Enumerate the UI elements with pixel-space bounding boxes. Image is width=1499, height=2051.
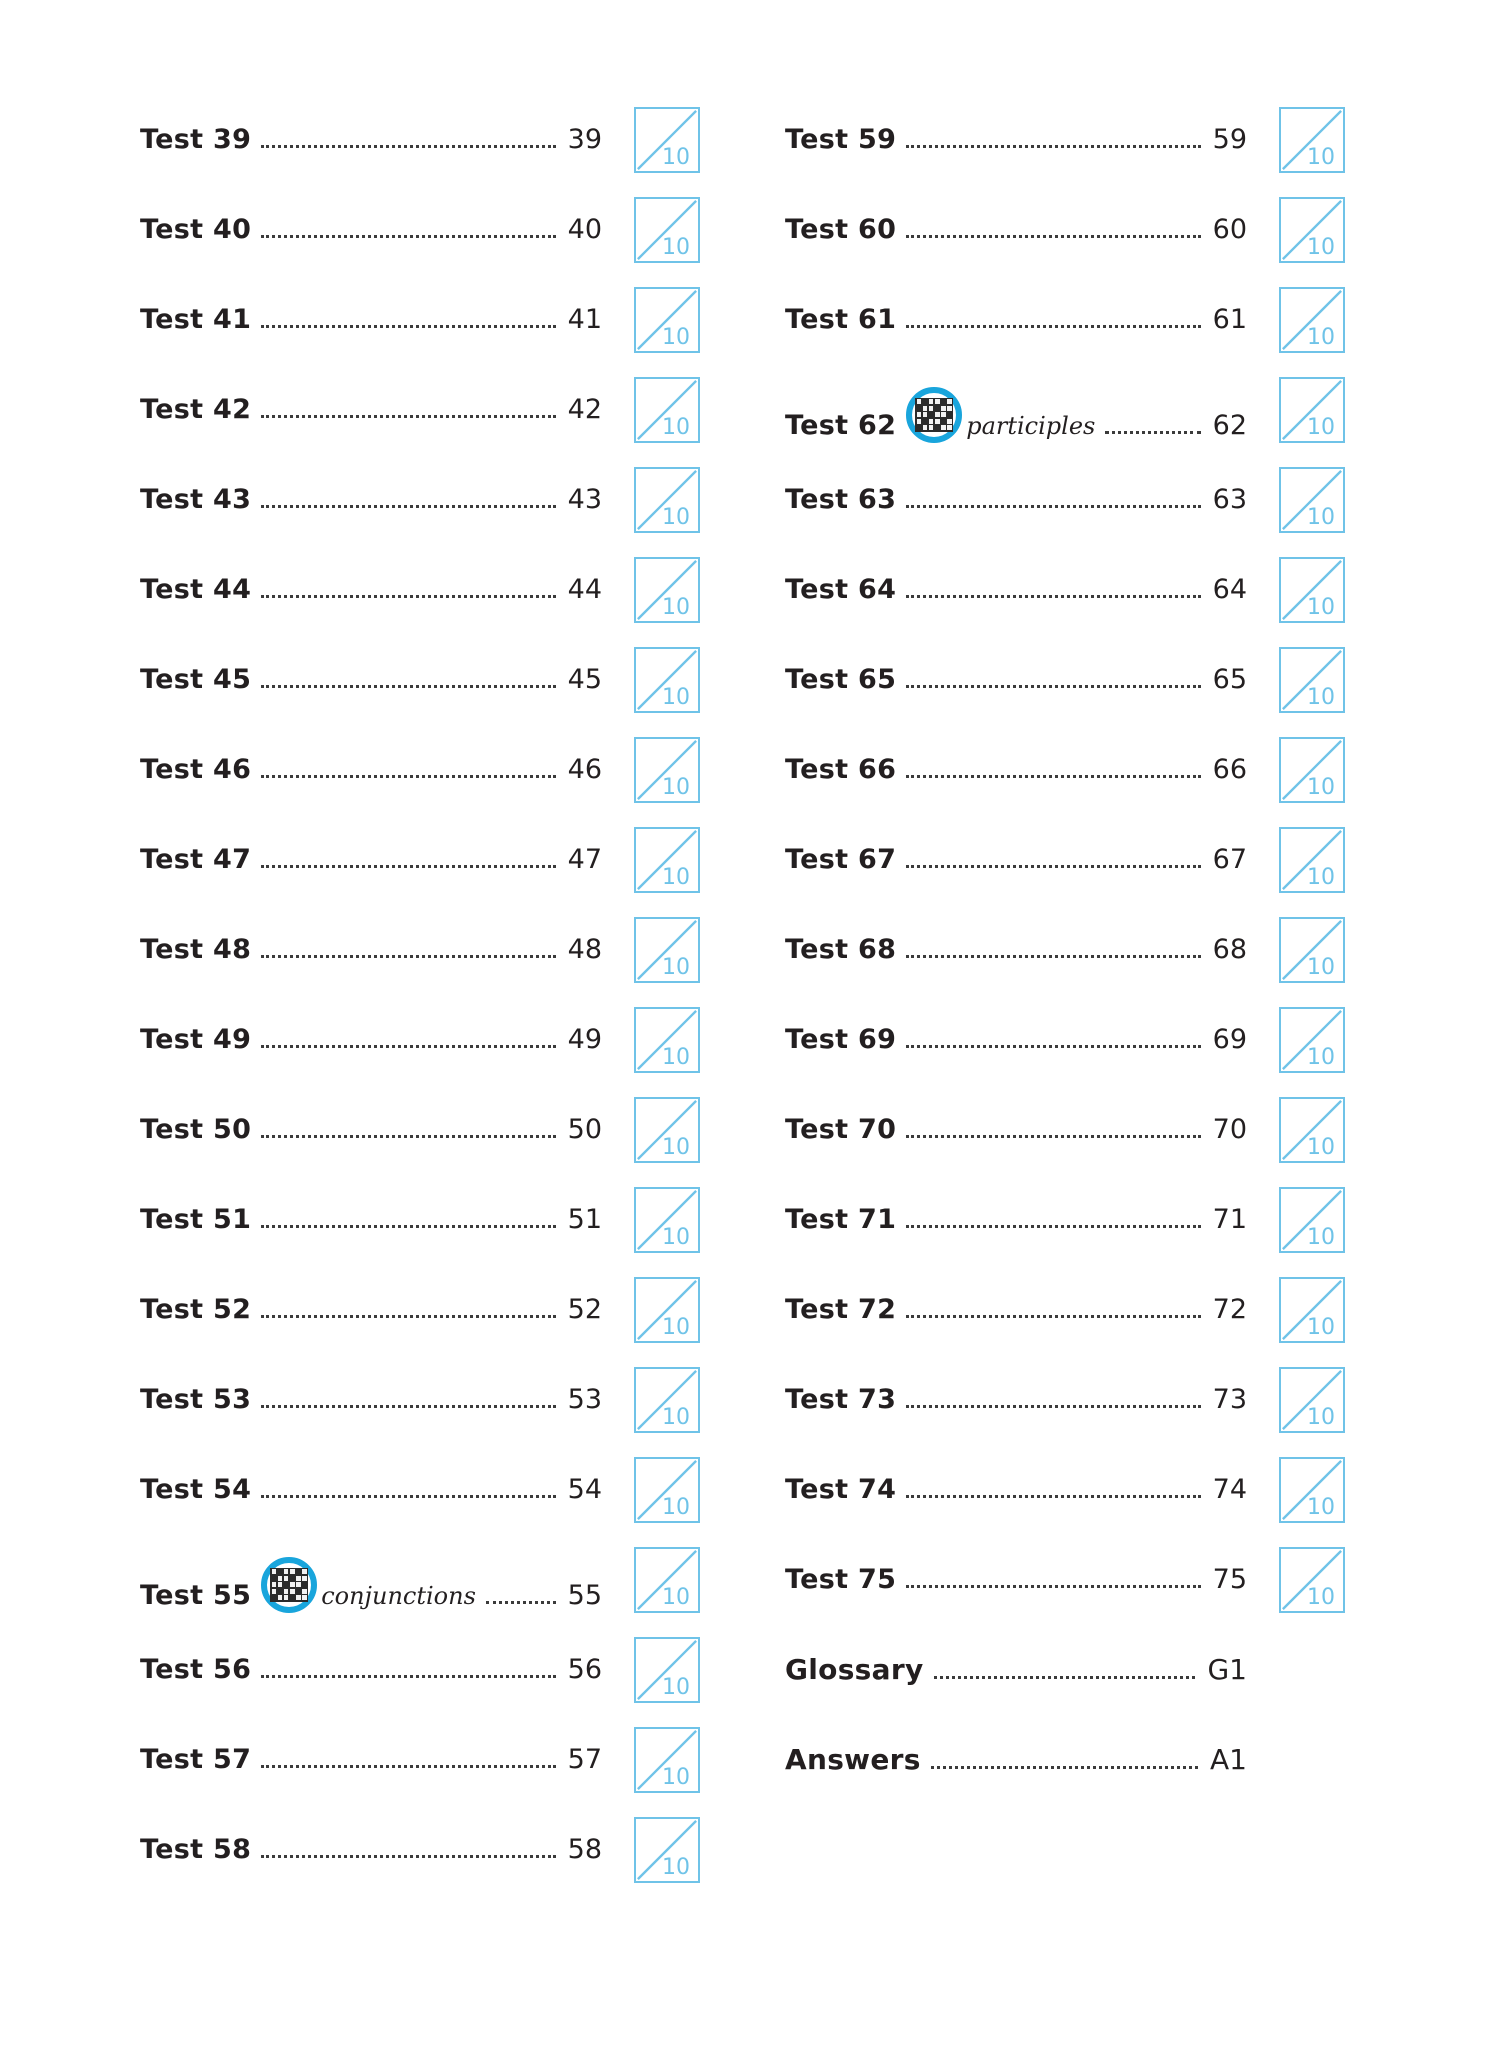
entry-body — [140, 664, 602, 697]
score-box[interactable] — [634, 1007, 700, 1073]
contents-entry[interactable] — [140, 1535, 700, 1625]
entry-label: Test 60 — [785, 213, 897, 245]
entry-body — [140, 754, 602, 787]
score-denominator: 10 — [662, 415, 690, 440]
score-denominator: 10 — [1307, 865, 1335, 890]
entry-page-number: 45 — [567, 663, 602, 695]
entry-label: Test 58 — [140, 1833, 252, 1865]
score-box[interactable] — [1279, 1187, 1345, 1253]
entry-label: Glossary — [785, 1652, 924, 1686]
score-denominator: 10 — [662, 595, 690, 620]
contents-columns — [140, 95, 1379, 1895]
entry-label: Test 70 — [785, 1113, 897, 1145]
entry-body — [140, 1654, 602, 1687]
leader-dots — [261, 1044, 555, 1048]
entry-body — [785, 1114, 1247, 1147]
contents-entry[interactable] — [785, 95, 1345, 185]
leader-dots — [261, 1224, 555, 1228]
entry-label: Test 49 — [140, 1023, 252, 1055]
entry-body — [140, 304, 602, 337]
entry-label: Test 59 — [785, 123, 897, 155]
leader-dots — [906, 504, 1200, 508]
leader-dots — [261, 414, 555, 418]
score-denominator: 10 — [662, 145, 690, 170]
score-denominator: 10 — [1307, 1315, 1335, 1340]
entry-body — [140, 1384, 602, 1417]
leader-dots — [906, 594, 1200, 598]
leader-dots — [261, 864, 555, 868]
score-denominator: 10 — [662, 1675, 690, 1700]
entry-label: Test 63 — [785, 483, 897, 515]
leader-dots — [906, 954, 1200, 958]
entry-label: Test 52 — [140, 1293, 252, 1325]
leader-dots — [261, 1134, 555, 1138]
entry-page-number: 48 — [567, 933, 602, 965]
entry-body — [140, 574, 602, 607]
entry-body — [785, 1294, 1247, 1327]
entry-body — [785, 934, 1247, 967]
contents-entry[interactable] — [140, 1625, 700, 1715]
entry-label: Test 57 — [140, 1743, 252, 1775]
leader-dots — [261, 1314, 555, 1318]
entry-page-number: 69 — [1212, 1023, 1247, 1055]
entry-label: Test 56 — [140, 1653, 252, 1685]
leader-dots — [261, 1764, 555, 1768]
contents-entry[interactable] — [140, 1355, 700, 1445]
score-denominator: 10 — [1307, 1045, 1335, 1070]
badge-grid — [270, 1568, 308, 1602]
score-box[interactable] — [1279, 1367, 1345, 1433]
leader-dots — [261, 234, 555, 238]
entry-label: Test 53 — [140, 1383, 252, 1415]
entry-page-number: 57 — [567, 1743, 602, 1775]
entry-label: Test 39 — [140, 123, 252, 155]
entry-page-number: 41 — [567, 303, 602, 335]
leader-dots — [906, 774, 1200, 778]
score-box[interactable] — [1279, 107, 1345, 173]
leader-dots — [261, 324, 555, 328]
entry-body — [140, 1294, 602, 1327]
leader-dots — [906, 1224, 1200, 1228]
score-denominator: 10 — [1307, 505, 1335, 530]
entry-label: Test 44 — [140, 573, 252, 605]
score-box[interactable] — [1279, 1007, 1345, 1073]
entry-body — [140, 214, 602, 247]
entry-page-number: 47 — [567, 843, 602, 875]
leader-dots — [261, 1494, 555, 1498]
score-box[interactable] — [1279, 1277, 1345, 1343]
score-box[interactable] — [634, 1187, 700, 1253]
score-box[interactable] — [634, 467, 700, 533]
score-denominator: 10 — [662, 1135, 690, 1160]
contents-entry[interactable] — [785, 815, 1345, 905]
contents-entry[interactable] — [785, 185, 1345, 275]
entry-page-number: 58 — [567, 1833, 602, 1865]
entry-label: Test 41 — [140, 303, 252, 335]
entry-body — [140, 1474, 602, 1507]
score-box[interactable] — [634, 1637, 700, 1703]
entry-label: Test 69 — [785, 1023, 897, 1055]
contents-entry[interactable] — [140, 1265, 700, 1355]
contents-entry[interactable] — [140, 995, 700, 1085]
contents-entry[interactable] — [785, 1535, 1345, 1625]
score-box[interactable] — [634, 1277, 700, 1343]
entry-body — [140, 124, 602, 157]
entry-label: Test 50 — [140, 1113, 252, 1145]
score-box[interactable] — [1279, 647, 1345, 713]
score-box[interactable] — [1279, 287, 1345, 353]
entry-body — [785, 214, 1247, 247]
score-box[interactable] — [634, 917, 700, 983]
contents-entry[interactable] — [785, 1085, 1345, 1175]
score-denominator: 10 — [1307, 1585, 1335, 1610]
score-box[interactable] — [634, 647, 700, 713]
entry-label: Test 61 — [785, 303, 897, 335]
entry-label: Test 48 — [140, 933, 252, 965]
entry-body — [785, 304, 1247, 337]
entry-page-number: 51 — [567, 1203, 602, 1235]
leader-dots — [906, 1134, 1200, 1138]
score-denominator: 10 — [1307, 1405, 1335, 1430]
entry-body — [785, 574, 1247, 607]
leader-dots — [906, 864, 1200, 868]
entry-page-number: 68 — [1212, 933, 1247, 965]
entry-body — [140, 1834, 602, 1867]
score-denominator: 10 — [662, 235, 690, 260]
score-box[interactable] — [1279, 197, 1345, 263]
score-denominator: 10 — [1307, 775, 1335, 800]
entry-page-number: A1 — [1210, 1742, 1247, 1776]
contents-entry[interactable] — [785, 1175, 1345, 1265]
score-denominator: 10 — [662, 1225, 690, 1250]
contents-entry[interactable] — [785, 1265, 1345, 1355]
leader-dots — [906, 1404, 1200, 1408]
entry-body — [785, 124, 1247, 157]
entry-page-number: 65 — [1212, 663, 1247, 695]
contents-entry[interactable] — [140, 95, 700, 185]
entry-body — [140, 1204, 602, 1237]
entry-label: Test 47 — [140, 843, 252, 875]
contents-entry[interactable] — [785, 725, 1345, 815]
score-box[interactable] — [634, 1457, 700, 1523]
entry-body — [785, 1653, 1247, 1688]
score-box[interactable] — [1279, 557, 1345, 623]
entry-body — [785, 1474, 1247, 1507]
entry-body — [140, 1548, 602, 1613]
entry-page-number: 71 — [1212, 1203, 1247, 1235]
contents-column-right — [785, 95, 1345, 1805]
entry-page-number: 50 — [567, 1113, 602, 1145]
entry-page-number: 56 — [567, 1653, 602, 1685]
score-box[interactable] — [634, 1097, 700, 1163]
crossword-badge-icon — [261, 1557, 317, 1613]
leader-dots — [261, 1404, 555, 1408]
score-box[interactable] — [1279, 1547, 1345, 1613]
entry-page-number: 46 — [567, 753, 602, 785]
leader-dots — [261, 504, 555, 508]
entry-label: Test 72 — [785, 1293, 897, 1325]
score-box[interactable] — [1279, 1097, 1345, 1163]
contents-column-left — [140, 95, 700, 1895]
contents-entry[interactable] — [140, 1175, 700, 1265]
score-box[interactable] — [634, 1817, 700, 1883]
entry-page-number: 52 — [567, 1293, 602, 1325]
entry-page-number: 61 — [1212, 303, 1247, 335]
score-denominator: 10 — [1307, 955, 1335, 980]
score-box[interactable] — [634, 1727, 700, 1793]
entry-body — [140, 1744, 602, 1777]
entry-page-number: 39 — [567, 123, 602, 155]
entry-body — [140, 844, 602, 877]
entry-label: Test 54 — [140, 1473, 252, 1505]
leader-dots — [931, 1765, 1198, 1769]
leader-dots — [261, 1854, 555, 1858]
leader-dots — [486, 1600, 556, 1604]
contents-entry[interactable] — [140, 455, 700, 545]
entry-body — [785, 1384, 1247, 1417]
entry-page-number: 64 — [1212, 573, 1247, 605]
entry-page-number: 40 — [567, 213, 602, 245]
entry-body — [785, 1743, 1247, 1778]
leader-dots — [261, 1674, 555, 1678]
score-box[interactable] — [634, 1547, 700, 1613]
leader-dots — [261, 144, 555, 148]
contents-entry[interactable] — [140, 365, 700, 455]
score-box[interactable] — [634, 197, 700, 263]
score-denominator: 10 — [1307, 1225, 1335, 1250]
entry-page-number: 44 — [567, 573, 602, 605]
score-denominator: 10 — [1307, 235, 1335, 260]
score-denominator: 10 — [662, 325, 690, 350]
entry-topic: conjunctions — [321, 1581, 476, 1610]
contents-entry[interactable] — [785, 365, 1345, 455]
score-box[interactable] — [634, 287, 700, 353]
leader-dots — [906, 324, 1200, 328]
score-denominator: 10 — [662, 1585, 690, 1610]
leader-dots — [934, 1675, 1196, 1679]
contents-entry[interactable] — [785, 275, 1345, 365]
entry-page-number: 60 — [1212, 213, 1247, 245]
entry-label: Test 65 — [785, 663, 897, 695]
score-denominator: 10 — [662, 865, 690, 890]
entry-page-number: 53 — [567, 1383, 602, 1415]
score-box[interactable] — [634, 377, 700, 443]
entry-label: Test 43 — [140, 483, 252, 515]
score-box[interactable] — [634, 1367, 700, 1433]
contents-entry[interactable] — [140, 275, 700, 365]
entry-topic: participles — [966, 411, 1096, 440]
score-denominator: 10 — [1307, 685, 1335, 710]
contents-entry[interactable] — [785, 905, 1345, 995]
entry-label: Test 64 — [785, 573, 897, 605]
contents-entry-section[interactable] — [785, 1625, 1345, 1715]
entry-label: Test 75 — [785, 1563, 897, 1595]
entry-label: Test 40 — [140, 213, 252, 245]
score-denominator: 10 — [662, 685, 690, 710]
entry-label: Test 62 — [785, 409, 897, 441]
score-denominator: 10 — [662, 955, 690, 980]
leader-dots — [906, 1314, 1200, 1318]
score-denominator: 10 — [662, 775, 690, 800]
entry-label: Answers — [785, 1742, 921, 1776]
contents-entry[interactable] — [140, 1445, 700, 1535]
leader-dots — [261, 594, 555, 598]
entry-page-number: 70 — [1212, 1113, 1247, 1145]
entry-body — [785, 1564, 1247, 1597]
contents-entry[interactable] — [785, 995, 1345, 1085]
entry-page-number: 73 — [1212, 1383, 1247, 1415]
leader-dots — [261, 774, 555, 778]
entry-page-number: 66 — [1212, 753, 1247, 785]
entry-body — [140, 1024, 602, 1057]
entry-body — [785, 1204, 1247, 1237]
contents-entry[interactable] — [785, 545, 1345, 635]
score-denominator: 10 — [662, 1765, 690, 1790]
entry-page-number: 59 — [1212, 123, 1247, 155]
score-denominator: 10 — [662, 1855, 690, 1880]
leader-dots — [906, 144, 1200, 148]
entry-body — [785, 844, 1247, 877]
score-denominator: 10 — [1307, 1495, 1335, 1520]
crossword-badge-icon — [906, 387, 962, 443]
leader-dots — [261, 954, 555, 958]
entry-body — [785, 378, 1247, 443]
score-box[interactable] — [634, 737, 700, 803]
score-box[interactable] — [634, 827, 700, 893]
entry-body — [140, 934, 602, 967]
entry-body — [785, 664, 1247, 697]
contents-entry[interactable] — [140, 815, 700, 905]
contents-entry[interactable] — [140, 1805, 700, 1895]
score-denominator: 10 — [662, 1495, 690, 1520]
contents-entry[interactable] — [140, 905, 700, 995]
entry-label: Test 66 — [785, 753, 897, 785]
score-denominator: 10 — [1307, 325, 1335, 350]
score-denominator: 10 — [662, 1405, 690, 1430]
score-denominator: 10 — [1307, 145, 1335, 170]
leader-dots — [906, 684, 1200, 688]
score-box[interactable] — [1279, 827, 1345, 893]
score-box[interactable] — [1279, 377, 1345, 443]
entry-label: Test 55 — [140, 1579, 252, 1611]
entry-page-number: 63 — [1212, 483, 1247, 515]
entry-page-number: 54 — [567, 1473, 602, 1505]
leader-dots — [1105, 430, 1200, 434]
leader-dots — [906, 1044, 1200, 1048]
entry-body — [785, 754, 1247, 787]
score-denominator: 10 — [662, 505, 690, 530]
score-box[interactable] — [1279, 917, 1345, 983]
entry-page-number: G1 — [1207, 1652, 1247, 1686]
entry-body — [140, 484, 602, 517]
entry-page-number: 55 — [567, 1579, 602, 1611]
entry-label: Test 68 — [785, 933, 897, 965]
score-box[interactable] — [1279, 1457, 1345, 1523]
score-denominator: 10 — [1307, 1135, 1335, 1160]
leader-dots — [906, 234, 1200, 238]
entry-page-number: 67 — [1212, 843, 1247, 875]
contents-entry[interactable] — [785, 635, 1345, 725]
entry-page-number: 49 — [567, 1023, 602, 1055]
entry-page-number: 72 — [1212, 1293, 1247, 1325]
entry-label: Test 45 — [140, 663, 252, 695]
entry-page-number: 74 — [1212, 1473, 1247, 1505]
entry-page-number: 42 — [567, 393, 602, 425]
contents-entry[interactable] — [140, 185, 700, 275]
score-box[interactable] — [634, 557, 700, 623]
contents-entry[interactable] — [140, 635, 700, 725]
entry-label: Test 71 — [785, 1203, 897, 1235]
contents-entry[interactable] — [140, 545, 700, 635]
score-denominator: 10 — [662, 1315, 690, 1340]
leader-dots — [261, 684, 555, 688]
score-denominator: 10 — [1307, 595, 1335, 620]
score-box[interactable] — [1279, 467, 1345, 533]
leader-dots — [906, 1494, 1200, 1498]
entry-label: Test 67 — [785, 843, 897, 875]
leader-dots — [906, 1584, 1200, 1588]
entry-label: Test 46 — [140, 753, 252, 785]
contents-entry-section[interactable] — [785, 1715, 1345, 1805]
entry-label: Test 42 — [140, 393, 252, 425]
contents-entry[interactable] — [140, 1715, 700, 1805]
entry-page-number: 75 — [1212, 1563, 1247, 1595]
entry-body — [140, 394, 602, 427]
score-denominator: 10 — [662, 1045, 690, 1070]
contents-entry[interactable] — [140, 1085, 700, 1175]
contents-entry[interactable] — [785, 1355, 1345, 1445]
entry-label: Test 73 — [785, 1383, 897, 1415]
contents-entry[interactable] — [785, 455, 1345, 545]
entry-label: Test 74 — [785, 1473, 897, 1505]
entry-page-number: 62 — [1212, 409, 1247, 441]
badge-grid — [915, 398, 953, 432]
entry-body — [140, 1114, 602, 1147]
contents-entry[interactable] — [140, 725, 700, 815]
score-denominator: 10 — [1307, 415, 1335, 440]
score-box[interactable] — [1279, 737, 1345, 803]
entry-body — [785, 484, 1247, 517]
entry-body — [785, 1024, 1247, 1057]
entry-label: Test 51 — [140, 1203, 252, 1235]
score-box[interactable] — [634, 107, 700, 173]
contents-entry[interactable] — [785, 1445, 1345, 1535]
entry-page-number: 43 — [567, 483, 602, 515]
